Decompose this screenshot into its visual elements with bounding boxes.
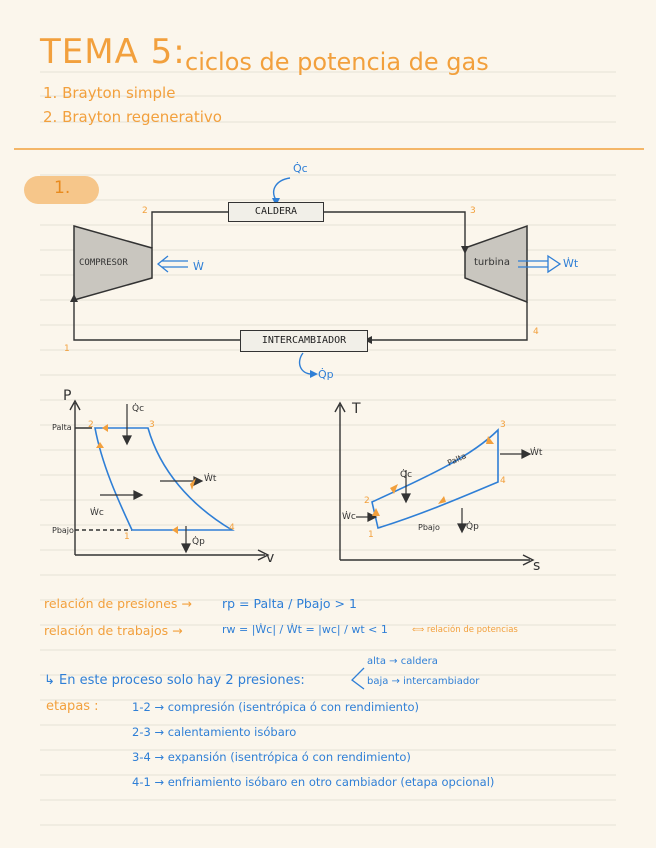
page-subtitle: ciclos de potencia de gas <box>185 48 489 76</box>
ts-point-4: 4 <box>500 476 506 486</box>
schematic-qc-label: Q̇c <box>293 162 308 175</box>
pv-qc-label: Q̇c <box>132 404 145 414</box>
pv-point-1: 1 <box>124 532 130 542</box>
pv-pbajo-label: Pbajo <box>52 526 74 535</box>
turbina-label: turbina <box>474 257 510 268</box>
etapa-3: 3-4 → expansión (isentrópica ó con rendimiento) <box>132 750 411 764</box>
ts-wt-label: Ẇt <box>530 448 543 458</box>
ts-t-axis-label: T <box>352 401 361 417</box>
pv-p-axis-label: P <box>63 388 72 404</box>
rel-presiones-formula: rp = Palta / Pbajo > 1 <box>222 596 357 611</box>
ts-qc-label: Q̇c <box>400 470 413 480</box>
rel-trabajos-label: relación de trabajos → <box>44 623 183 638</box>
schematic-point-3: 3 <box>470 206 476 216</box>
presion-baja: baja → intercambiador <box>367 676 480 687</box>
pv-v-axis-label: v <box>266 550 275 566</box>
etapa-2: 2-3 → calentamiento isóbaro <box>132 725 297 739</box>
ts-qp-label: Q̇p <box>466 522 479 532</box>
rel-trabajos-formula: rw = |Ẇc| / Ẇt = |wc| / wt < 1 <box>222 623 388 636</box>
etapas-label: etapas : <box>46 699 99 714</box>
page-title: TEMA 5: <box>40 32 186 72</box>
presiones-line: ↳ En este proceso solo hay 2 presiones: <box>44 673 305 688</box>
pv-point-3: 3 <box>149 420 155 430</box>
intercambiador-label: INTERCAMBIADOR <box>261 335 347 346</box>
schematic-point-4: 4 <box>533 327 539 337</box>
pv-point-4: 4 <box>229 523 235 533</box>
schematic-qp-label: Q̇p <box>318 368 334 381</box>
schematic-point-2: 2 <box>142 206 148 216</box>
pv-point-2: 2 <box>88 420 94 430</box>
schematic-w-label: Ẇ <box>193 260 204 273</box>
pv-wt-label: Ẇt <box>204 474 217 484</box>
schematic-wt-label: Ẇt <box>563 257 579 270</box>
section-number: 1. <box>54 178 71 198</box>
presion-alta: alta → caldera <box>367 656 438 667</box>
pv-palta-label: Palta <box>52 423 72 432</box>
pv-wc-label: Ẇc <box>90 508 104 518</box>
ts-s-axis-label: s <box>533 558 541 574</box>
ts-point-1: 1 <box>368 530 374 540</box>
schematic-point-1: 1 <box>64 344 70 354</box>
ts-pbajo-label: Pbajo <box>418 523 440 532</box>
etapa-1: 1-2 → compresión (isentrópica ó con rendimiento) <box>132 700 420 714</box>
pv-qp-label: Q̇p <box>192 537 205 547</box>
compresor-label: COMPRESOR <box>79 258 128 268</box>
etapa-4: 4-1 → enfriamiento isóbaro en otro cambiador (etapa opcional) <box>132 775 495 789</box>
caldera-label: CALDERA <box>254 206 298 217</box>
rel-trabajos-note: ⟺ relación de potencias <box>412 625 518 635</box>
ts-wc-label: Ẇc <box>342 512 356 522</box>
ts-point-3: 3 <box>500 420 506 430</box>
topic-item-1: 1. Brayton simple <box>43 84 176 102</box>
ts-point-2: 2 <box>364 496 370 506</box>
ts-palta-label: Palta <box>446 451 468 468</box>
topic-item-2: 2. Brayton regenerativo <box>43 108 222 126</box>
rel-presiones-label: relación de presiones → <box>44 596 192 611</box>
